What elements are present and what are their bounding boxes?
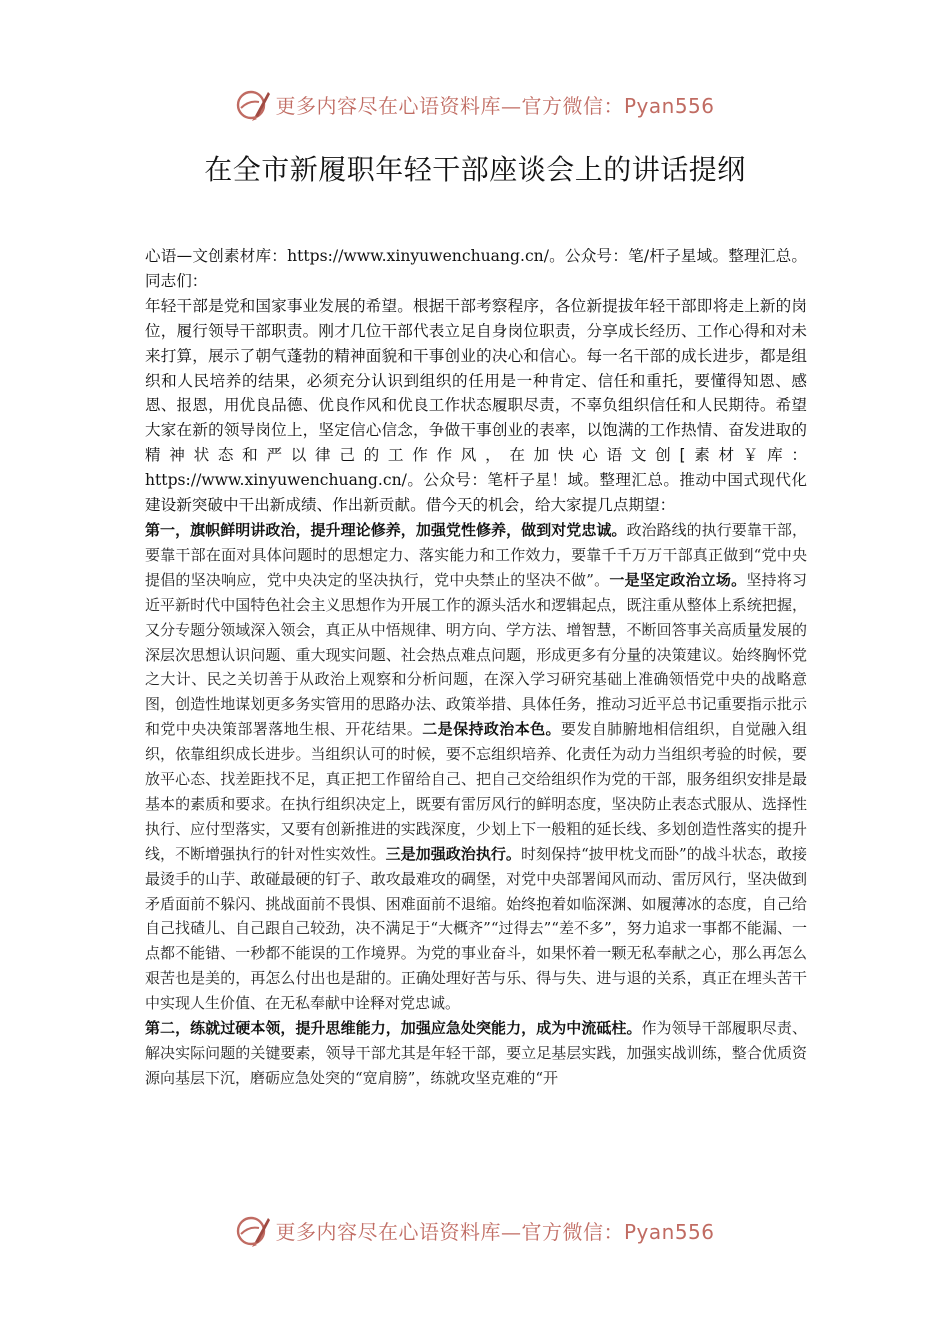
brush-logo-icon (235, 1212, 271, 1248)
section-2-heading: 第二，练就过硬本领，提升思维能力，加强应急处突能力，成为中流砥柱。 (145, 1019, 642, 1038)
wechat-handle: Pyan556 (623, 1219, 715, 1244)
section-1-sub-3: 三是加强政治执行。 (385, 844, 521, 863)
header-watermark-banner (0, 82, 950, 126)
wechat-handle: Pyan556 (623, 93, 715, 118)
brush-logo-icon (235, 86, 271, 122)
watermark-text: 更多内容尽在心语资料库—官方微信：Pyan556 (275, 93, 715, 118)
section-1-sub-1: 一是坚定政治立场。 (609, 570, 747, 589)
section-2-paragraph: 第二，练就过硬本领，提升思维能力，加强应急处突能力，成为中流砥柱。作为领导干部履职尽责、解决实际问题的关键要素，领导干部尤其是年轻干部，要立足基层实践，加强实战训练，整合优质资源向基层下沉，磨砺应急处突的“宽肩膀”，练就攻坚克难的“开 (145, 1019, 807, 1087)
section-1-sub-2: 二是保持政治本色。 (422, 720, 561, 739)
source-url: https://www.xinyuwenchuang.cn/ (287, 247, 549, 265)
document-body (145, 244, 807, 1091)
source-paragraph: 心语—文创素材库：https://www.xinyuwenchuang.cn/。公众号：笔/杆子星域。整理汇总。同志们： (145, 247, 807, 290)
section-1-heading: 第一，旗帜鲜明讲政治，提升理论修养，加强党性修养，做到对党忠诚。 (145, 520, 627, 539)
watermark-text: 更多内容尽在心语资料库—官方微信：Pyan556 (275, 1219, 715, 1244)
footer-watermark-banner (0, 1208, 950, 1252)
page-title: 在全市新履职年轻干部座谈会上的讲话提纲 (204, 153, 746, 186)
section-1-paragraph: 第一，旗帜鲜明讲政治，提升理论修养，加强党性修养，做到对党忠诚。政治路线的执行要靠干部，要靠干部在面对具体问题时的思想定力、落实能力和工作效力，要靠千千万万干部真正做到“党中央提倡的坚决响应，党中央决定的坚决执行，党中央禁止的坚决不做”。一是坚定政治立场。坚持将习近平新时代中国特色社会主义思想作为开展工作的源头活水和逻辑起点，既注重从整体上系统把握，又分专题分领域深入领会，真正从中悟规律、明方向、学方法、增智慧，不断回答事关高质量发展的深层次思想认识问题、重大现实问题、社会热点难点问题，形成更多有分量的决策建议。始终胸怀党之大计、民之关切善于从政治上观察和分析问题，在深入学习研究基础上准确领悟党中央的战略意图，创造性地谋划更多务实管用的思路办法、政策举措、具体任务，推动习近平总书记重要指示批示和党中央决策部署落地生根、开花结果。二是保持政治本色。要发自肺腑地相信组织，自觉融入组织，依靠组织成长进步。当组织认可的时候，要不忘组织培养、化责任为动力当组织考验的时候，要放平心态、找差距找不足，真正把工作留给自己、把自己交给组织作为党的干部，服务组织安排是最基本的素质和要求。在执行组织决定上，既要有雷厉风行的鲜明态度，坚决防止表态式服从、选择性执行、应付型落实，又要有创新推进的实践深度，少划上下一般粗的延长线、多划创造性落实的提升线，不断增强执行的针对性实效性。三是加强政治执行。时刻保持“披甲枕戈而卧”的战斗状态，敢接最烫手的山芋、敢碰最硬的钉子、敢攻最难攻的碉堡，对党中央部署闻风而动、雷厉风行，坚决做到矛盾面前不躲闪、挑战面前不畏惧、困难面前不退缩。始终抱着如临深渊、如履薄冰的态度，自己给自己找碴儿、自己跟自己较劲，决不满足于“大概齐”“过得去”“差不多”，努力追求一事都不能漏、一点都不能错、一秒都不能误的工作境界。为党的事业奋斗，如果怀着一颗无私奉献之心，那么再怎么艰苦也是美的，再怎么付出也是甜的。正确处理好苦与乐、得与失、进与退的关系，真正在埋头苦干中实现人生价值、在无私奉献中诠释对党忠诚。 (145, 520, 807, 1013)
source-url-2: https://www.xinyuwenchuang.cn/ (145, 471, 407, 490)
intro-paragraph: 年轻干部是党和国家事业发展的希望。根据干部考察程序，各位新提拔年轻干部即将走上新的岗位，履行领导干部职责。刚才几位干部代表立足自身岗位职责，分享成长经历、工作心得和对未来打算，展示了朝气蓬勃的精神面貌和干事创业的决心和信心。每一名干部的成长进步，都是组织和人民培养的结果，必须充分认识到组织的任用是一种肯定、信任和重托，要懂得知恩、感恩、报恩，用优良品德、优良作风和优良工作状态履职尽责，不辜负组织信任和人民期待。希望大家在新的领导岗位上，坚定信心信念，争做干事创业的表率，以饱满的工作热情、奋发进取的精神状态和严以律己的工作作风，在加快心语文创[素材￥库：https://www.xinyuwenchuang.cn/。公众号：笔杆子星！域。整理汇总。推动中国式现代化建设新突破中干出新成绩、作出新贡献。借今天的机会，给大家提几点期望： (145, 296, 807, 515)
